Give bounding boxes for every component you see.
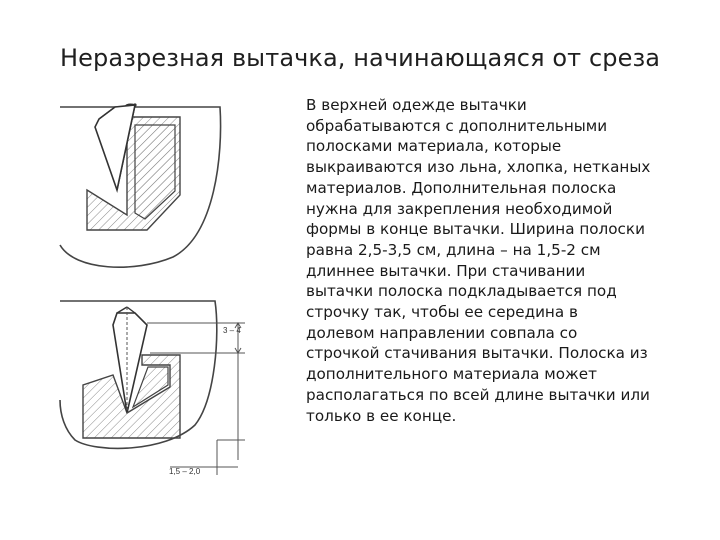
slide-title: Неразрезная вытачка, начинающаяся от среза — [60, 44, 661, 72]
dart-diagram — [55, 95, 295, 485]
dimension-label-upper: 3 – 4 — [223, 326, 241, 335]
body-paragraph: В верхней одежде вытачки обрабатываются с дополнительными полосками материала, которые выкраиваются изо льна, хлопка, нетканых материалов. Дополнительная полоска нужна для закрепления необходимой формы в конце вытачки. Ширина полоски равна 2,5-3,5 см, длина – на 1,5-2 см длиннее вытачки. При стачивании вытачки полоска подкладывается под строчку так, чтобы ее середина в долевом направлении совпала со строчкой стачивания вытачки. Полоска из дополнительного материала может располагаться по всей длине вытачки или только в ее конце. — [306, 96, 651, 425]
dimension-label-lower: 1,5 – 2,0 — [169, 467, 201, 476]
